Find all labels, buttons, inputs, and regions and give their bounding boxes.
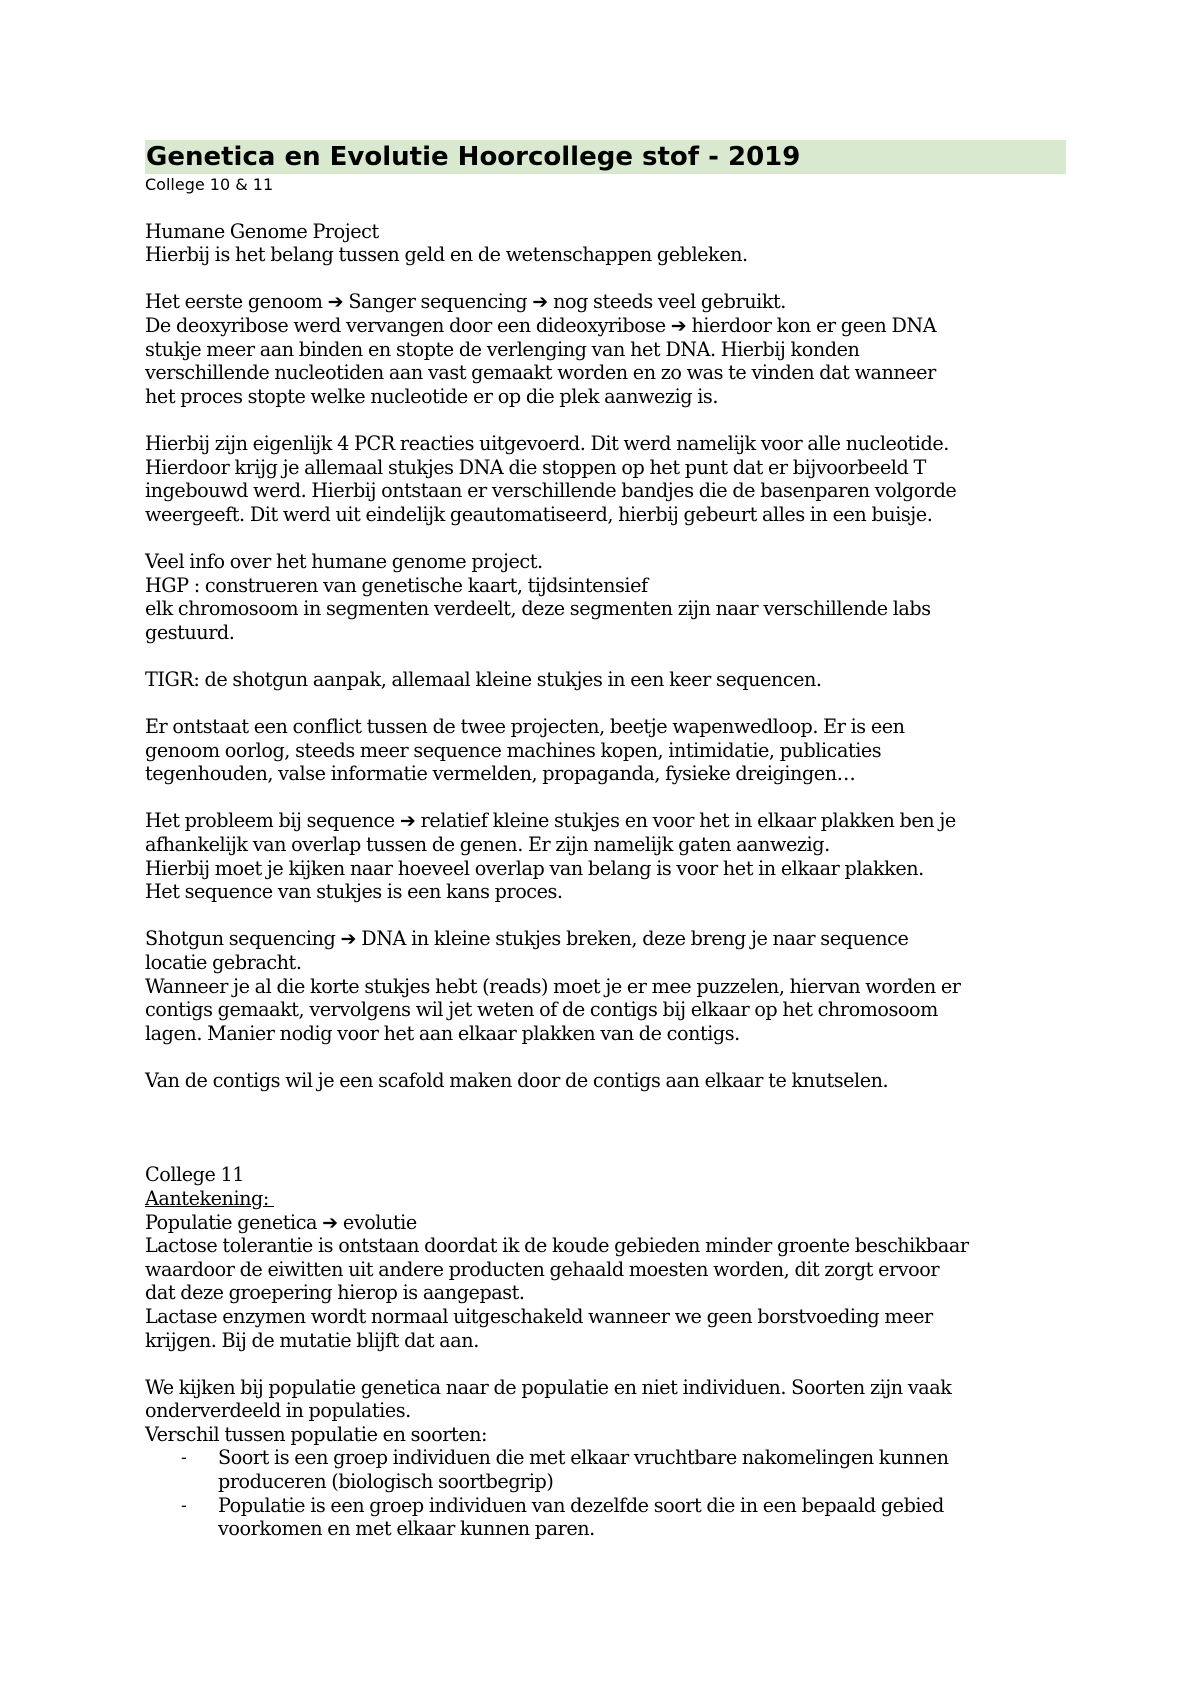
text-line: gestuurd.	[145, 620, 235, 644]
list-item	[145, 1494, 1070, 1541]
text-line: Hierbij moet je kijken naar hoeveel overlap van belang is voor het in elkaar plakken.	[145, 856, 924, 880]
text-line: onderverdeeld in populaties.	[145, 1399, 411, 1423]
text-line: locatie gebracht.	[145, 951, 302, 974]
text-line: Soort is een groep individuen die met elkaar vruchtbare nakomelingen kunnen	[218, 1446, 949, 1470]
text-line: afhankelijk van overlap tussen de genen. Er zijn namelijk gaten aanwezig.	[145, 833, 830, 857]
text-line: verschillende nucleotiden aan vast gemaakt worden en zo was te vinden dat wanneer	[145, 361, 936, 385]
text-line: Er ontstaat een conflict tussen de twee projecten, beetje wapenwedloop. Er is een	[145, 715, 905, 739]
text-line: Lactose tolerantie is ontstaan doordat ik de koude gebieden minder groente beschikbaar	[145, 1234, 969, 1258]
text-line: Populatie is een groep individuen van dezelfde soort die in een bepaald gebied	[218, 1493, 944, 1517]
text-line: contigs gemaakt, vervolgens wil jet weten of de contigs bij elkaar op het chromosoom	[145, 998, 938, 1022]
document-title: Genetica en Evolutie Hoorcollege stof - 2019	[145, 140, 1066, 174]
dash-bullet-icon: -	[181, 1495, 187, 1515]
text-line: Het probleem bij sequence ➔ relatief kleine stukjes en voor het in elkaar plakken ben je	[145, 809, 956, 833]
document-subtitle: College 10 & 11	[145, 175, 274, 194]
paragraph-shotgun	[145, 927, 1070, 1045]
section-heading: College 11	[145, 1163, 245, 1187]
paragraph-scafold	[145, 1069, 1070, 1093]
text-line: Het eerste genoom ➔ Sanger sequencing ➔ nog steeds veel gebruikt.	[145, 290, 786, 314]
section-college-11	[145, 1163, 1070, 1352]
text-line: genoom oorlog, steeds meer sequence machines kopen, intimidatie, publicaties	[145, 738, 882, 762]
text-line: Hierdoor krijg je allemaal stukjes DNA die stoppen op het punt dat er bijvoorbeeld T	[145, 455, 926, 479]
text-line: Het sequence van stukjes is een kans proces.	[145, 880, 563, 904]
text-line: We kijken bij populatie genetica naar de populatie en niet individuen. Soorten zijn vaak	[145, 1375, 952, 1399]
text-line: tegenhouden, valse informatie vermelden, propaganda, fysieke dreigingen…	[145, 762, 856, 786]
text-line: Veel info over het humane genome project.	[145, 549, 543, 573]
dash-bullet-icon: -	[181, 1448, 187, 1468]
paragraph-populatie	[145, 1376, 1070, 1541]
text-line: krijgen. Bij de mutatie blijft dat aan.	[145, 1328, 479, 1352]
text-line: Shotgun sequencing ➔ DNA in kleine stukjes breken, deze breng je naar sequence	[145, 927, 909, 951]
definition-list	[145, 1446, 1070, 1540]
paragraph-sanger	[145, 290, 1070, 408]
text-line: HGP : construeren van genetische kaart, tijdsintensief	[145, 573, 648, 597]
text-line: Populatie genetica ➔ evolutie	[145, 1210, 417, 1234]
text-line: Verschil tussen populatie en soorten:	[145, 1422, 488, 1446]
text-line: voorkomen en met elkaar kunnen paren.	[218, 1517, 595, 1541]
paragraph-sequence-problem	[145, 809, 1070, 903]
text-line: Humane Genome Project	[145, 219, 379, 243]
text-line: Wanneer je al die korte stukjes hebt (reads) moet je er mee puzzelen, hiervan worden er	[145, 974, 961, 998]
paragraph-conflict	[145, 715, 1070, 786]
text-line: stukje meer aan binden en stopte de verlenging van het DNA. Hierbij konden	[145, 337, 860, 361]
text-line: produceren (biologisch soortbegrip)	[218, 1470, 554, 1494]
text-line: lagen. Manier nodig voor het aan elkaar plakken van de contigs.	[145, 1021, 740, 1045]
text-line: het proces stopte welke nucleotide er op die plek aanwezig is.	[145, 384, 718, 408]
paragraph-tigr	[145, 668, 1070, 692]
list-item	[145, 1446, 1070, 1493]
text-line: dat deze groepering hierop is aangepast.	[145, 1281, 525, 1305]
text-line: TIGR: de shotgun aanpak, allemaal kleine stukjes in een keer sequencen.	[145, 667, 822, 691]
text-line: De deoxyribose werd vervangen door een dideoxyribose ➔ hierdoor kon er geen DNA	[145, 313, 937, 337]
text-line: Hierbij zijn eigenlijk 4 PCR reacties uitgevoerd. Dit werd namelijk voor alle nucleotide.	[145, 431, 949, 455]
text-line: ingebouwd werd. Hierbij ontstaan er verschillende bandjes die de basenparen volgorde	[145, 479, 957, 503]
text-line: weergeeft. Dit werd uit eindelijk geautomatiseerd, hierbij gebeurt alles in een buisje.	[145, 502, 933, 526]
paragraph-hgp	[145, 550, 1070, 644]
text-line: Hierbij is het belang tussen geld en de wetenschappen gebleken.	[145, 243, 748, 267]
text-line: elk chromosoom in segmenten verdeelt, deze segmenten zijn naar verschillende labs	[145, 597, 931, 621]
paragraph-humane-genome	[145, 220, 1070, 267]
paragraph-pcr	[145, 432, 1070, 526]
text-line: Lactase enzymen wordt normaal uitgeschakeld wanneer we geen borstvoeding meer	[145, 1304, 933, 1328]
aantekening-label: Aantekening:	[145, 1186, 275, 1210]
text-line: waardoor de eiwitten uit andere producten gehaald moesten worden, dit zorgt ervoor	[145, 1257, 940, 1281]
text-line: Van de contigs wil je een scafold maken door de contigs aan elkaar te knutselen.	[145, 1068, 889, 1092]
